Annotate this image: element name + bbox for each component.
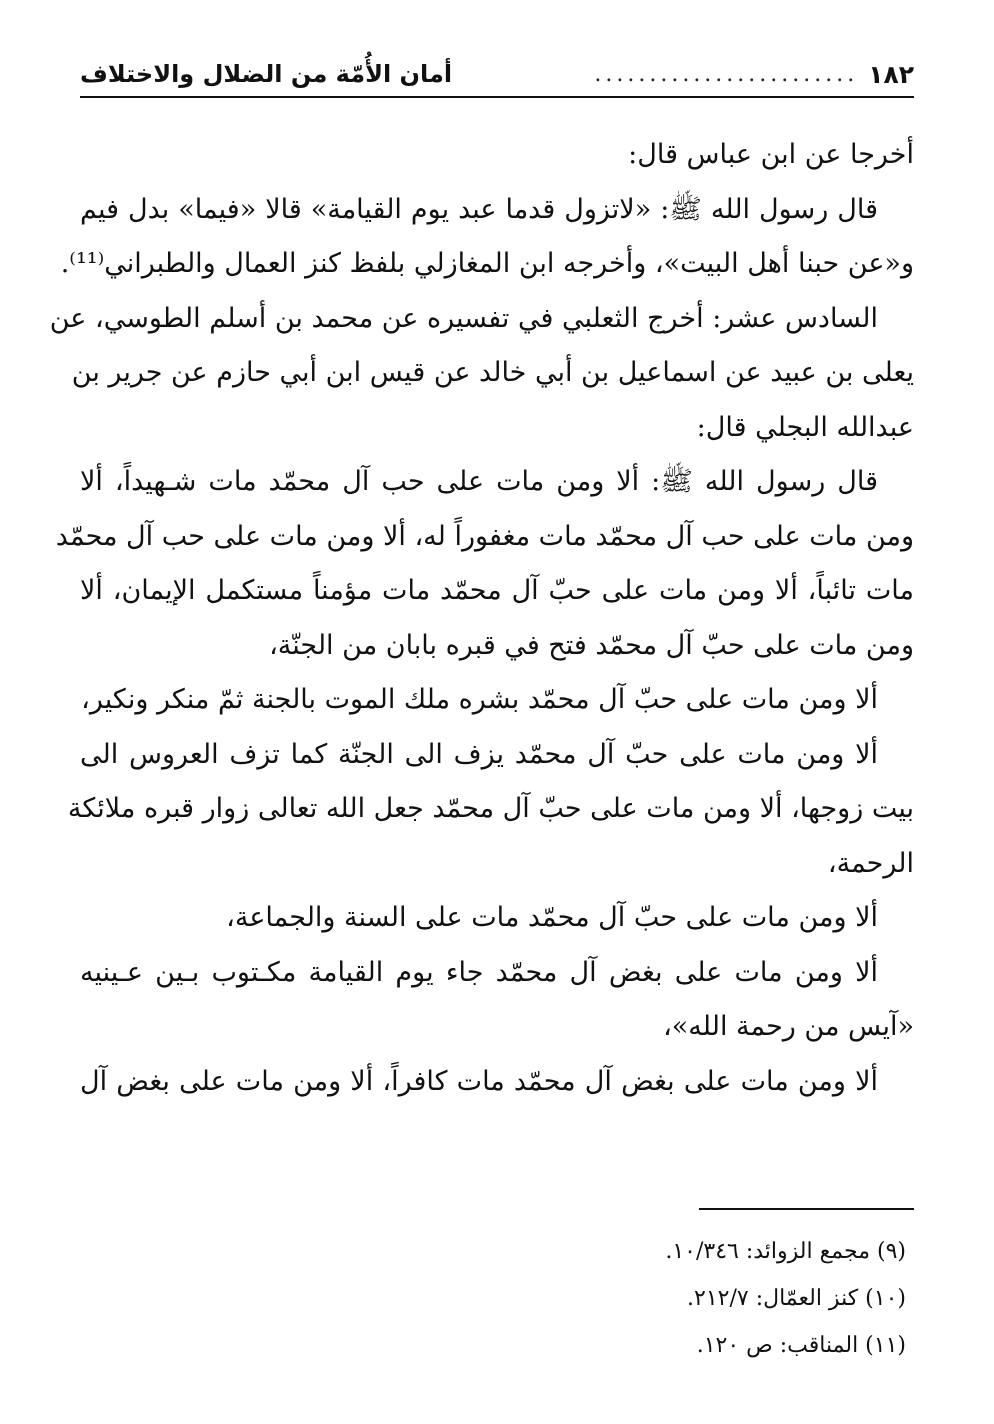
text-line: «آيس من رحمة الله»،	[663, 1011, 914, 1042]
text-line: الرحمة،	[827, 847, 914, 879]
text-line: ألا ومن مات على حبّ آل محمّد مات على السنة والجماعة،	[226, 902, 878, 933]
text-line: السادس عشر: أخرج الثعلبي في تفسيره عن محمد بن أسلم الطوسي، عن	[49, 302, 878, 334]
body-text	[49, 128, 914, 1109]
header-dots: ........................	[594, 61, 859, 87]
text-line: و«عن حبنا أهل البيت»، وأخرجه ابن المغازلي بلفظ كنز العمال والطبراني⁽¹¹⁾.	[60, 248, 914, 279]
footnotes	[80, 1208, 914, 1369]
text-line: ألا ومن مات على بغض آل محمّد جاء يوم القيامة مكـتوب بـين عـينيه	[80, 956, 878, 988]
text-line: ومن مات على حبّ آل محمّد فتح في قبره بابان من الجنّة،	[269, 629, 914, 661]
text-line: ألا ومن مات على بغض آل محمّد مات كافراً، ألا ومن مات على بغض آل	[80, 1065, 878, 1097]
text-line: ومن مات على حب آل محمّد مات مغفوراً له، ألا ومن مات على حب آل محمّد	[55, 520, 914, 552]
text-line: يعلى بن عبيد عن اسماعيل بن أبي خالد عن قيس ابن أبي حازم عن جرير بن	[71, 357, 914, 388]
running-title: أمان الأُمّة من الضلال والاختلاف	[80, 60, 453, 88]
text-line: قال رسول الله ﷺ: «لاتزول قدما عبد يوم القيامة» قالا «فيما» بدل فيم	[80, 193, 878, 225]
text-line: مات تائباً، ألا ومن مات على حبّ آل محمّد مات مؤمناً مستكمل الإيمان، ألا	[80, 575, 914, 606]
text-line: ألا ومن مات على حبّ آل محمّد يزف الى الجنّة كما تزف العروس الى	[80, 738, 878, 770]
footnote-10: (١٠) كنز العمّال: ٢١٢/٧.	[687, 1286, 906, 1311]
footnote-11: (١١) المناقب: ص ١٢٠.	[696, 1333, 906, 1358]
text-line: قال رسول الله ﷺ: ألا ومن مات على حب آل محمّد مات شـهيداً، ألا	[80, 466, 878, 497]
text-line: عبدالله البجلي قال:	[696, 411, 914, 443]
page-header	[80, 52, 914, 98]
footnote-9: (٩) مجمع الزوائد: ١٠/٣٤٦.	[665, 1239, 906, 1264]
text-line: ألا ومن مات على حبّ آل محمّد بشره ملك الموت بالجنة ثمّ منكر ونكير،	[81, 684, 878, 715]
page-number: ١٨٢	[868, 59, 914, 89]
text-line: بيت زوجها، ألا ومن مات على حبّ آل محمّد جعل الله تعالى زوار قبره ملائكة	[67, 793, 914, 824]
text-line: أخرجا عن ابن عباس قال:	[628, 139, 914, 170]
